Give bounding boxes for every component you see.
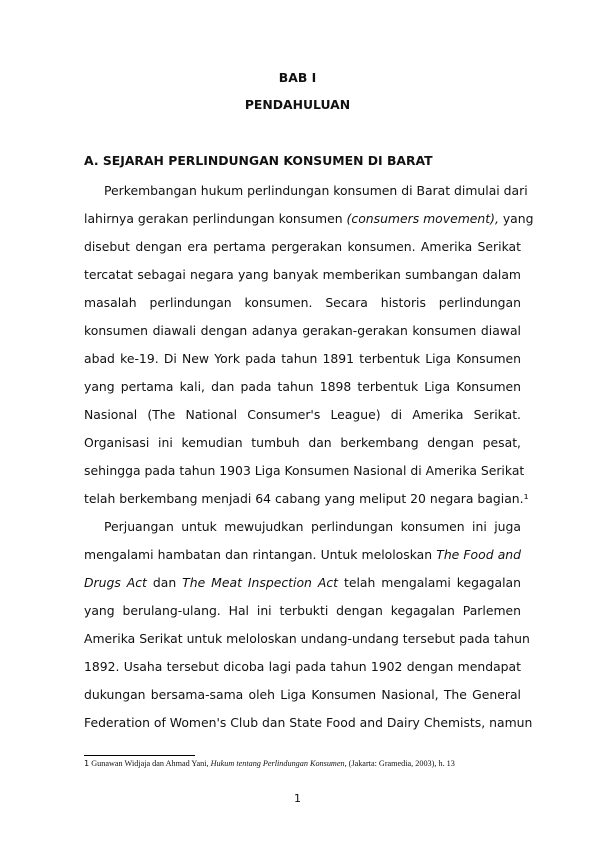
text-line: yang berulang-ulang. Hal ini terbukti dengan kegagalan Parlemen	[84, 603, 521, 618]
text-line: lahirnya gerakan perlindungan konsumen (consumers movement), yang	[84, 211, 534, 226]
text-line: tercatat sebagai negara yang banyak memberikan sumbangan dalam	[84, 267, 521, 282]
text-line: disebut dengan era pertama pergerakan konsumen. Amerika Serikat	[84, 239, 521, 254]
italic-term: (consumers movement),	[346, 211, 499, 226]
paragraph-1	[84, 177, 534, 513]
italic-term: The Meat Inspection Act	[182, 575, 338, 590]
footnote-separator	[84, 755, 195, 756]
text-line: yang pertama kali, dan pada tahun 1898 terbentuk Liga Konsumen	[84, 379, 521, 394]
text-line: Federation of Women's Club dan State Food and Dairy Chemists, namun	[84, 715, 533, 730]
text-line: Perkembangan hukum perlindungan konsumen di Barat dimulai dari	[104, 183, 528, 198]
text-line: Organisasi ini kemudian tumbuh dan berkembang dengan pesat,	[84, 435, 521, 450]
footnote-author: Gunawan Widjaja dan Ahmad Yani,	[89, 759, 211, 768]
page-number: 1	[294, 792, 301, 805]
italic-term: The Food and	[436, 547, 522, 562]
text-line: Perjuangan untuk mewujudkan perlindungan konsumen ini juga	[104, 519, 521, 534]
footnote-number: 1	[84, 758, 90, 768]
footnote-title: Hukum tentang Perlindungan Konsumen	[210, 759, 345, 768]
text-line: mengalami hambatan dan rintangan. Untuk meloloskan The Food and	[84, 547, 522, 562]
chapter-title: PENDAHULUAN	[244, 97, 351, 112]
text-line: abad ke-19. Di New York pada tahun 1891 terbentuk Liga Konsumen	[84, 351, 521, 366]
italic-term: Drugs Act	[84, 575, 147, 590]
text-line: masalah perlindungan konsumen. Secara historis perlindungan	[84, 295, 521, 310]
text-line: Drugs Act dan The Meat Inspection Act telah mengalami kegagalan	[84, 575, 521, 590]
section-heading: A. SEJARAH PERLINDUNGAN KONSUMEN DI BARAT	[84, 153, 433, 168]
text-line: 1892. Usaha tersebut dicoba lagi pada tahun 1902 dengan mendapat	[84, 659, 521, 674]
text-line: Nasional (The National Consumer's League) di Amerika Serikat.	[84, 407, 521, 422]
footnote-rest: , (Jakarta: Gramedia, 2003), h. 13	[344, 759, 455, 768]
text-line: Amerika Serikat untuk meloloskan undang-undang tersebut pada tahun	[84, 631, 530, 646]
text-line: sehingga pada tahun 1903 Liga Konsumen Nasional di Amerika Serikat	[84, 463, 525, 478]
chapter-number: BAB I	[278, 70, 317, 85]
footnote	[84, 758, 455, 768]
text-line: konsumen diawali dengan adanya gerakan-gerakan konsumen diawal	[84, 323, 521, 338]
text-line: telah berkembang menjadi 64 cabang yang meliput 20 negara bagian.¹	[84, 491, 529, 506]
paragraph-2	[84, 513, 533, 737]
text-line: dukungan bersama-sama oleh Liga Konsumen Nasional, The General	[84, 687, 521, 702]
